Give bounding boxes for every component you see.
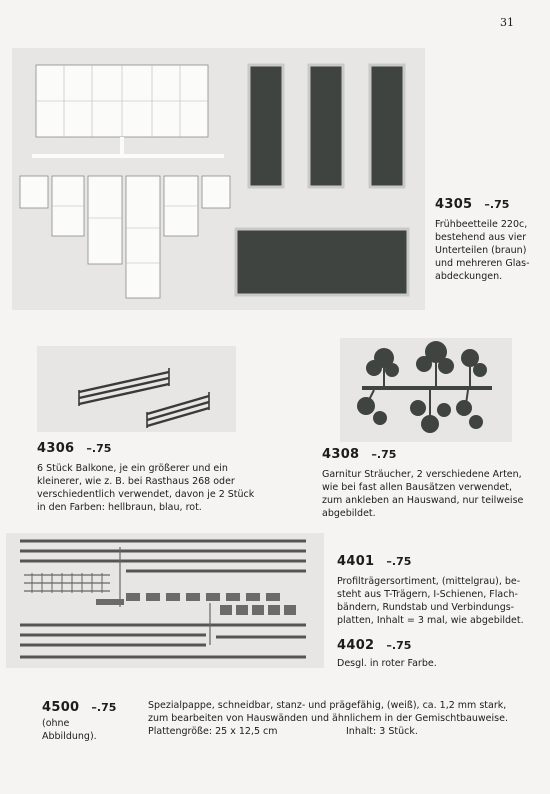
item-description-line: abgebildet.: [322, 508, 376, 519]
item-4402: [337, 634, 437, 670]
item-price: –.75: [91, 701, 117, 714]
item-description-line: Garnitur Sträucher, 2 verschiedene Arten,: [322, 469, 522, 480]
item-size: Plattengröße: 25 x 12,5 cm: [148, 726, 278, 737]
item-price: –.75: [86, 442, 112, 455]
item-4401: [337, 550, 524, 627]
item-4306: [37, 437, 254, 514]
photo-4306-balconies: [37, 346, 236, 432]
item-description-line: verschiedentlich verwendet, davon je 2 Stück: [37, 489, 255, 500]
photo-4308-shrubs: [340, 338, 512, 442]
item-description-line: bändern, Rundstab und Verbindungs-: [337, 602, 515, 613]
item-code: 4402: [337, 638, 375, 653]
item-description-line: kleinerer, wie z. B. bei Rasthaus 268 oder: [37, 476, 235, 487]
item-description-line: Unterteilen (braun): [435, 245, 527, 256]
item-contents: Inhalt: 3 Stück.: [346, 726, 418, 737]
item-price: –.75: [386, 555, 412, 568]
item-code: 4308: [322, 447, 360, 462]
item-note: Abbildung).: [42, 731, 97, 742]
item-price: –.75: [386, 639, 412, 652]
item-code: 4500: [42, 700, 80, 715]
item-price: –.75: [484, 198, 510, 211]
item-code: 4306: [37, 441, 75, 456]
item-4308: [322, 443, 523, 520]
item-description-line: Profilträgersortiment, (mittelgrau), be-: [337, 576, 521, 587]
photo-4401-profile-beams: [6, 533, 324, 668]
item-code: 4401: [337, 554, 375, 569]
item-code: 4305: [435, 197, 473, 212]
item-description-line: wie bei fast allen Bausätzen verwendet,: [322, 482, 513, 493]
photo-4305-hotbed-parts: [12, 48, 425, 310]
item-description-line: zum ankleben an Hauswand, nur teilweise: [322, 495, 524, 506]
item-4500: [42, 696, 116, 743]
item-description-line: zum bearbeiten von Hauswänden und ähnlichem in der Gemischtbauweise.: [148, 713, 508, 724]
item-description-line: platten, Inhalt = 3 mal, wie abgebildet.: [337, 615, 524, 626]
item-price: –.75: [371, 448, 397, 461]
item-description-line: steht aus T-Trägern, I-Schienen, Flach-: [337, 589, 518, 600]
item-description-line: Desgl. in roter Farbe.: [337, 658, 437, 669]
page-number: 31: [500, 16, 514, 29]
item-description-line: in den Farben: hellbraun, blau, rot.: [37, 502, 202, 513]
item-description-line: abdeckungen.: [435, 271, 503, 282]
item-4500-description: [148, 699, 508, 738]
item-description-line: bestehend aus vier: [435, 232, 527, 243]
item-description-line: 6 Stück Balkone, je ein größerer und ein: [37, 463, 228, 474]
item-description-line: Spezialpappe, schneidbar, stanz- und prägefähig, (weiß), ca. 1,2 mm stark,: [148, 700, 507, 711]
item-note: (ohne: [42, 718, 70, 729]
item-4305: [435, 193, 530, 283]
item-description-line: Frühbeetteile 220c,: [435, 219, 528, 230]
item-description-line: und mehreren Glas-: [435, 258, 530, 269]
